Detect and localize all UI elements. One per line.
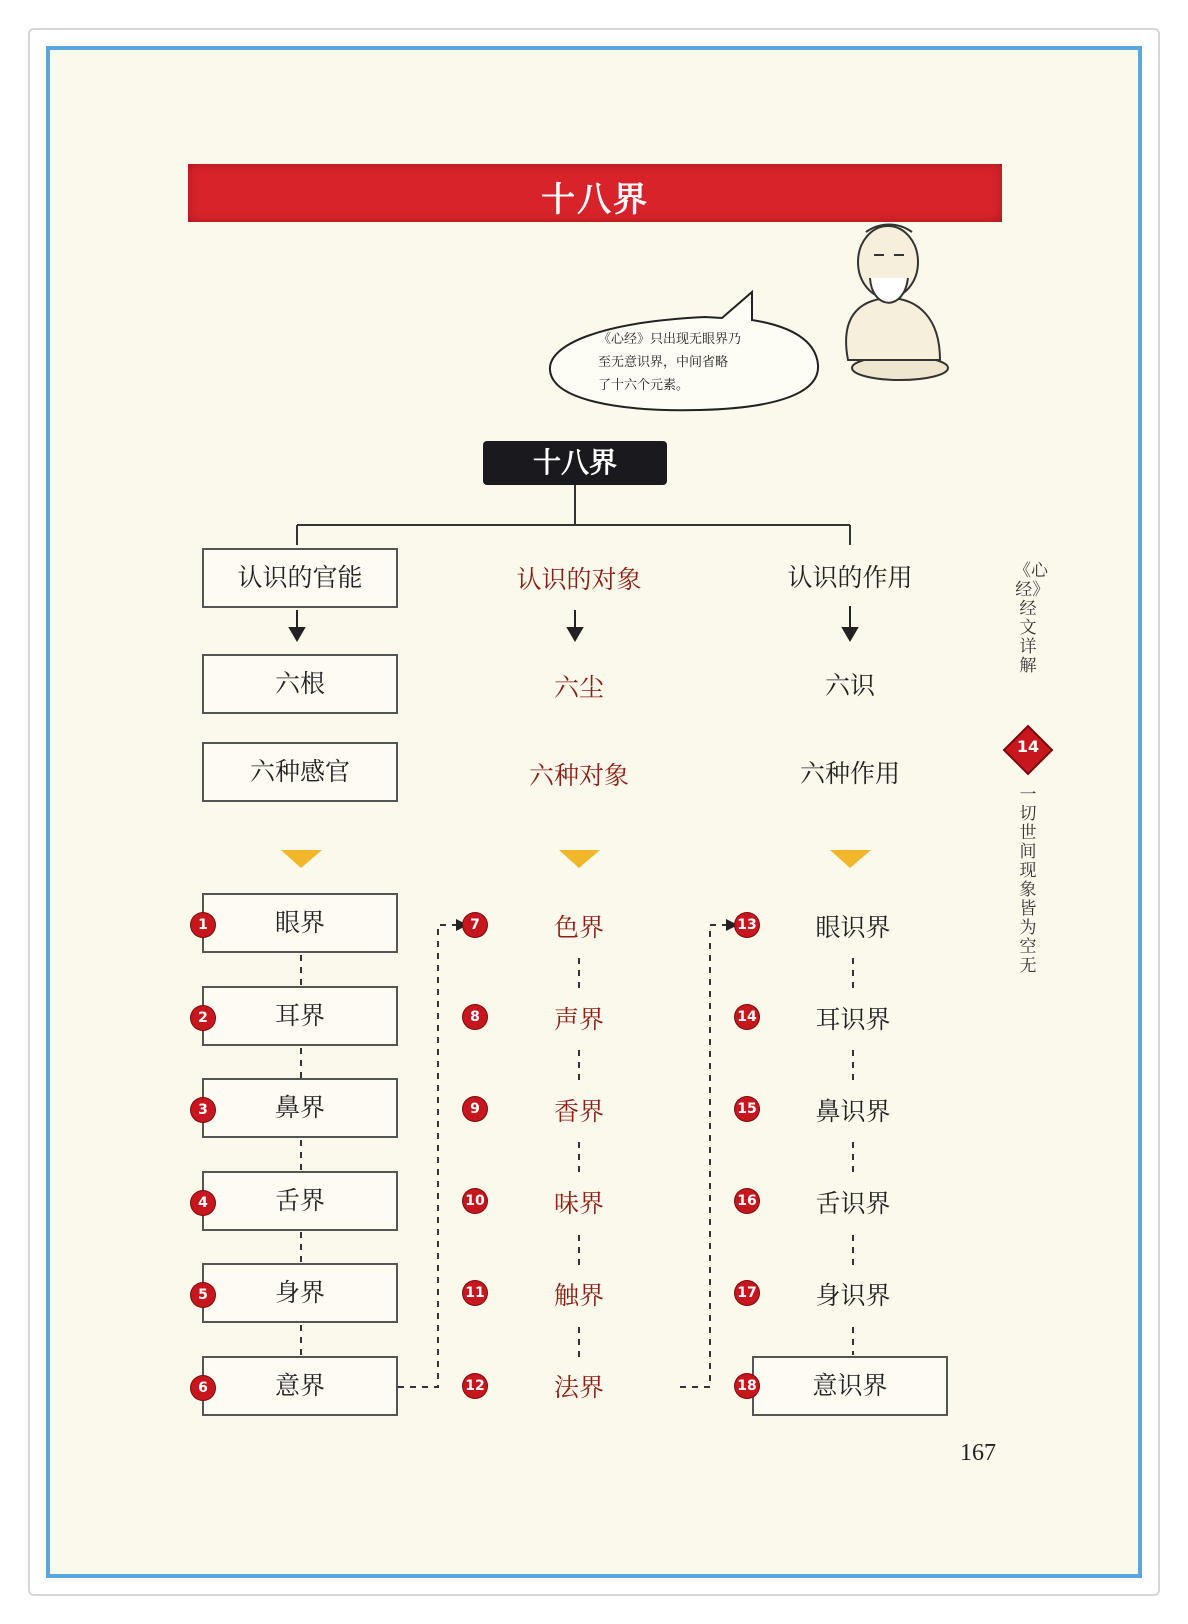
root-node: 十八界	[483, 441, 667, 485]
heading-functions: 认识的作用	[787, 563, 913, 592]
group-six-dusts: 六尘	[553, 673, 604, 702]
root-connectors	[297, 485, 850, 545]
number-badge: 17	[735, 1281, 759, 1305]
number-badge: 4	[191, 1191, 215, 1215]
number-badge: 13	[735, 913, 759, 937]
number-badge: 11	[463, 1281, 487, 1305]
speech-bubble-text: 《心经》只出现无眼界乃 至无意识界，中间省略 了十六个元素。	[598, 332, 742, 393]
group-six-roots: 六根	[202, 654, 398, 714]
banner-title: 十八界	[541, 180, 649, 220]
element-eye: 眼界	[202, 893, 398, 953]
chapter-number: 14	[1016, 737, 1040, 756]
element-touch: 触界	[553, 1281, 604, 1310]
element-mind-consciousness: 意识界	[752, 1356, 948, 1416]
element-body: 身界	[202, 1263, 398, 1323]
desc-six-senses: 六种感官	[202, 742, 398, 802]
number-badge: 18	[735, 1374, 759, 1398]
element-tongue-consciousness: 舌识界	[815, 1189, 891, 1218]
down-arrows	[290, 606, 857, 640]
page-number: 167	[960, 1440, 996, 1466]
sidebar-book-title: 《心经》经文详解	[1014, 561, 1048, 676]
yellow-arrows	[281, 850, 871, 868]
number-badge: 3	[191, 1098, 215, 1122]
element-nose: 鼻界	[202, 1078, 398, 1138]
element-body-consciousness: 身识界	[815, 1281, 891, 1310]
element-dharma: 法界	[553, 1373, 604, 1402]
element-ear-consciousness: 耳识界	[815, 1005, 891, 1034]
element-smell: 香界	[553, 1097, 604, 1126]
number-badge: 14	[735, 1005, 759, 1029]
number-badge: 1	[191, 913, 215, 937]
group-six-consciousnesses: 六识	[824, 671, 875, 700]
number-badge: 12	[463, 1374, 487, 1398]
desc-six-functions: 六种作用	[799, 759, 900, 788]
number-badge: 9	[463, 1097, 487, 1121]
element-form: 色界	[553, 913, 604, 942]
number-badge: 5	[191, 1283, 215, 1307]
element-ear: 耳界	[202, 986, 398, 1046]
element-tongue: 舌界	[202, 1171, 398, 1231]
number-badge: 2	[191, 1006, 215, 1030]
heading-faculties: 认识的官能	[202, 548, 398, 608]
number-badge: 15	[735, 1097, 759, 1121]
number-badge: 7	[463, 913, 487, 937]
element-nose-consciousness: 鼻识界	[815, 1097, 891, 1126]
desc-six-objects: 六种对象	[528, 761, 629, 790]
number-badge: 10	[463, 1189, 487, 1213]
number-badge: 6	[191, 1376, 215, 1400]
heading-objects: 认识的对象	[516, 565, 642, 594]
element-sound: 声界	[553, 1005, 604, 1034]
chapter-badge	[1006, 728, 1046, 768]
monk-illustration	[846, 225, 948, 381]
element-eye-consciousness: 眼识界	[815, 913, 891, 942]
number-badge: 16	[735, 1189, 759, 1213]
element-taste: 味界	[553, 1189, 604, 1218]
element-mind: 意界	[202, 1356, 398, 1416]
sidebar-chapter-title: 一切世间现象皆为空无	[1019, 785, 1037, 976]
number-badge: 8	[463, 1005, 487, 1029]
